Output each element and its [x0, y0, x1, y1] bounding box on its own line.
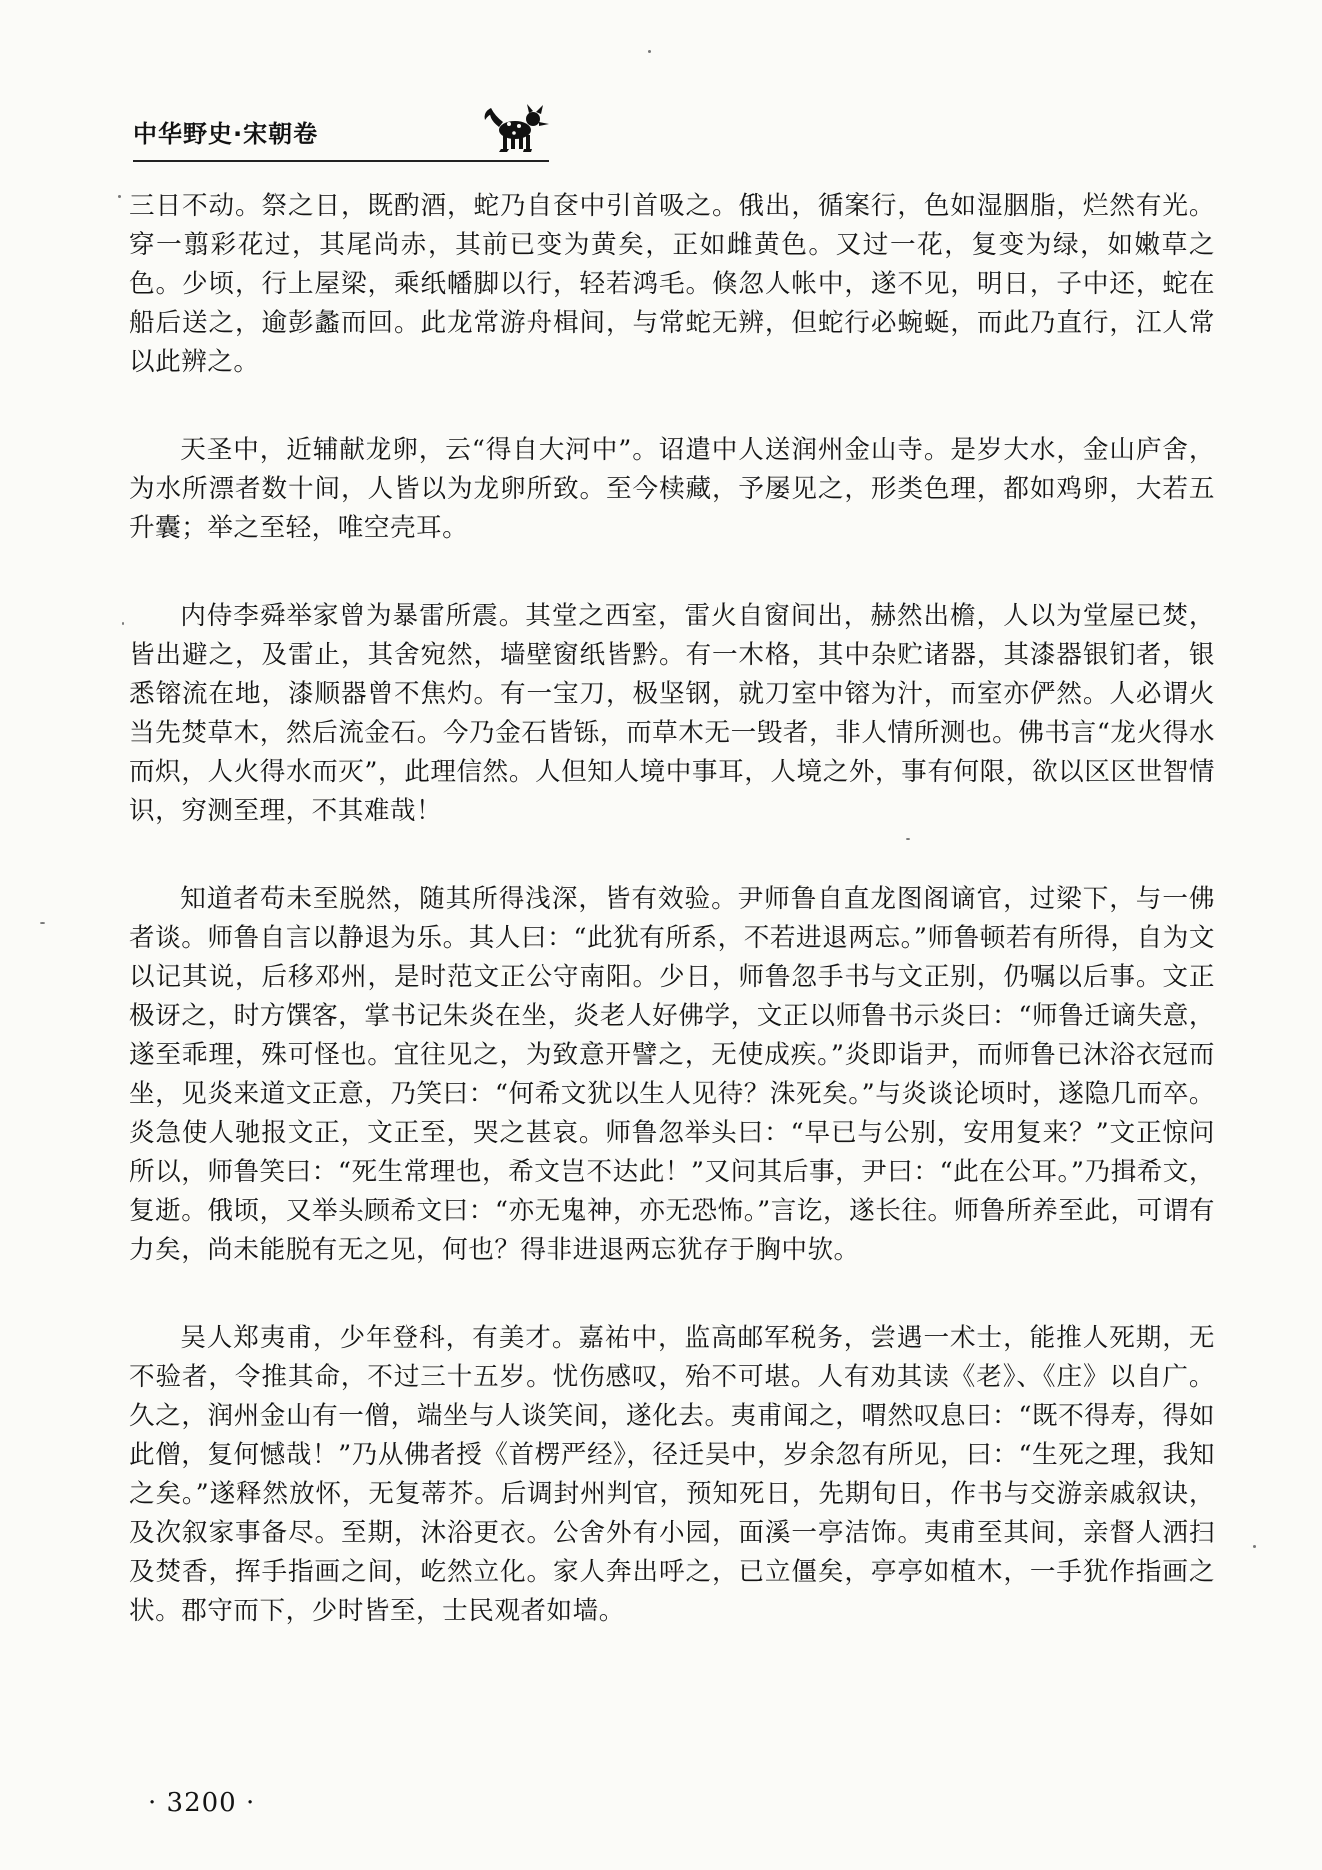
scan-speck: [40, 922, 45, 924]
scan-speck: [1253, 1545, 1256, 1548]
paragraph-yin-shilu: 知道者苟未至脱然，随其所得浅深，皆有效验。尹师鲁自直龙图阁谪官，过梁下，与一佛者谈。师鲁自言以静退为乐。其人曰：“此犹有所系，不若进退两忘。”师鲁顿若有所得，自为文以记其说，后移邓州，是时范文正公守南阳。少日，师鲁忽手书与文正别，仍嘱以后事。文正极讶之，时方馔客，掌书记朱炎在坐，炎老人好佛学，文正以师鲁书示炎曰：“师鲁迁谪失意，遂至乖理，殊可怪也。宜往见之，为致意开譬之，无使成疾。”炎即诣尹，而师鲁已沐浴衣冠而坐，见炎来道文正意，乃笑曰：“何希文犹以生人见待？洙死矣。”与炎谈论顷时，遂隐几而卒。炎急使人驰报文正，文正至，哭之甚哀。师鲁忽举头曰：“早已与公别，安用复来？”文正惊问所以，师鲁笑曰：“死生常理也，希文岂不达此！”又问其后事，尹曰：“此在公耳。”乃揖希文，复逝。俄顷，又举头顾希文曰：“亦无鬼神，亦无恐怖。”言讫，遂长往。师鲁所养至此，可谓有力矣，尚未能脱有无之见，何也？得非进退两忘犹存于胸中欤。: [129, 884, 1215, 1265]
scan-speck: [122, 622, 124, 625]
book-title: 中华野史·宋朝卷: [133, 120, 319, 148]
header-rule: [133, 160, 549, 162]
main-text: [129, 187, 1215, 1631]
running-header: [133, 100, 549, 160]
mythical-beast-icon: [481, 102, 551, 154]
paragraph-thunder-fire: 内侍李舜举家曾为暴雷所震。其堂之西室，雷火自窗间出，赫然出檐，人以为堂屋已焚，皆出避之，及雷止，其舍宛然，墙壁窗纸皆黔。有一木格，其中杂贮诸器，其漆器银钔者，银悉镕流在地，漆顺器曾不焦灼。有一宝刀，极坚钢，就刀室中镕为汁，而室亦俨然。人必谓火当先焚草木，然后流金石。今乃金石皆铄，而草木无一毁者，非人情所测也。佛书言“龙火得水而炽，人火得水而灭”，此理信然。人但知人境中事耳，人境之外，事有何限，欲以区区世智情识，穷测至理，不其难哉！: [129, 601, 1215, 826]
paragraph-zheng-yifu: 吴人郑夷甫，少年登科，有美才。嘉祐中，监高邮军税务，尝遇一术士，能推人死期，无不验者，令推其命，不过三十五岁。忧伤感叹，殆不可堪。人有劝其读《老》、《庄》以自广。久之，润州金山有一僧，端坐与人谈笑间，遂化去。夷甫闻之，喟然叹息曰：“既不得寿，得如此僧，复何憾哉！”乃从佛者授《首楞严经》，径迁吴中，岁余忽有所见，曰：“生死之理，我知之矣。”遂释然放怀，无复蒂芥。后调封州判官，预知死日，先期旬日，作书与交游亲戚叙诀，及次叙家事备尽。至期，沐浴更衣。公舍外有小园，面溪一亭洁饰。夷甫至其间，亲督人洒扫及焚香，挥手指画之间，屹然立化。家人奔出呼之，已立僵矣，亭亭如植木，一手犹作指画之状。郡守而下，少时皆至，士民观者如墙。: [129, 1323, 1215, 1626]
paragraph-continued: 三日不动。祭之日，既酌酒，蛇乃自奁中引首吸之。俄出，循案行，色如湿胭脂，烂然有光。穿一翦彩花过，其尾尚赤，其前已变为黄矣，正如雌黄色。又过一花，复变为绿，如嫩草之色。少顷，行上屋梁，乘纸幡脚以行，轻若鸿毛。倏忽人帐中，遂不见，明日，子中还，蛇在船后送之，逾彭蠡而回。此龙常游舟楫间，与常蛇无辨，但蛇行必蜿蜒，而此乃直行，江人常以此辨之。: [129, 191, 1215, 377]
page-number: · 3200 ·: [148, 1788, 256, 1818]
paragraph-dragon-egg: 天圣中，近辅献龙卵，云“得自大河中”。诏遣中人送润州金山寺。是岁大水，金山庐舍，为水所漂者数十间，人皆以为龙卵所致。至今椟藏，予屡见之，形类色理，都如鸡卵，大若五升囊；举之至轻，唯空壳耳。: [129, 435, 1215, 543]
scan-speck: [906, 838, 910, 840]
scan-speck: [648, 50, 651, 53]
scan-speck: [118, 195, 121, 198]
